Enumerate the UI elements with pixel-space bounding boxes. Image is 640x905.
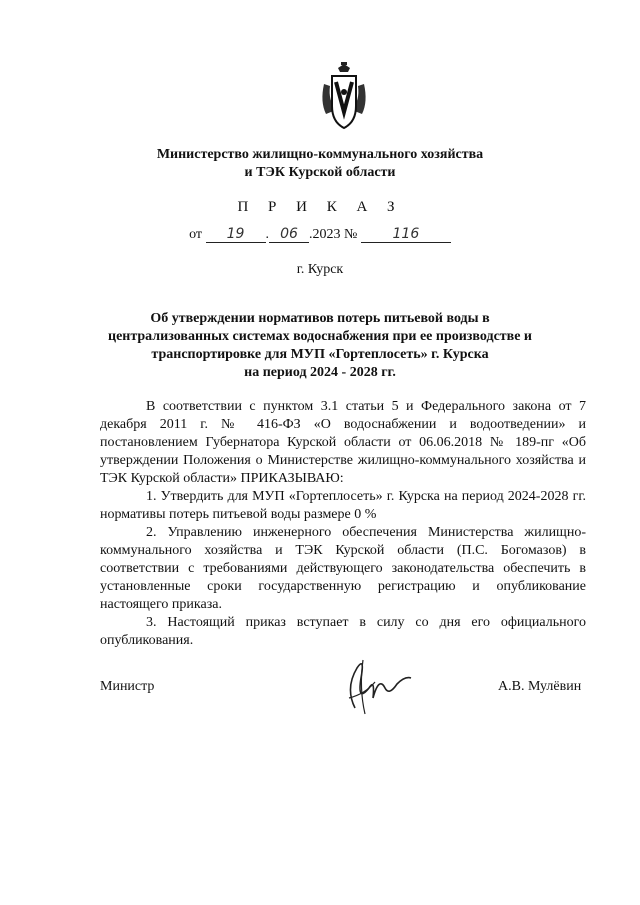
document-number-handwritten: 116: [361, 226, 451, 243]
order-item-1: 1. Утвердить для МУП «Гортеплосеть» г. Курска на период 2024-2028 гг. нормативы потерь питьевой воды размере 0 %: [100, 489, 586, 522]
date-year: .2023 №: [309, 227, 358, 242]
signatory-name: А.В. Мулёвин: [498, 679, 582, 694]
document-title: [0, 310, 640, 382]
date-prefix: от: [189, 227, 203, 242]
date-number-row: от 19 . 06 .2023 № 116: [0, 226, 640, 243]
title-line-4: на период 2024 - 2028 гг.: [244, 365, 396, 380]
handwritten-signature-icon: [335, 648, 415, 718]
signatory-position: Министр: [100, 679, 155, 694]
ministry-line-2: и ТЭК Курской области: [244, 165, 396, 180]
coat-of-arms-icon: [318, 62, 370, 132]
order-item-2: 2. Управлению инженерного обеспечения Министерства жилищно-коммунального хозяйства и ТЭК Курской области (П.С. Богомазов) в соответствии с требованиями действующего законодательства обеспечить в установленные сроки государственную регистрацию и опубликование настоящего приказа.: [100, 525, 586, 612]
order-item-3: 3. Настоящий приказ вступает в силу со дня его официального опубликования.: [100, 615, 586, 648]
intro-paragraph: В соответствии с пунктом 3.1 статьи 5 и Федерального закона от 7 декабря 2011 г. № 416-ФЗ «О водоснабжении и водоотведении» и постановлением Губернатора Курской области от 06.06.2018 № 189-пг «Об утверждении Положения о Министерстве жилищно-коммунального хозяйства и ТЭК Курской области» ПРИКАЗЫВАЮ:: [100, 399, 586, 486]
document-body: [100, 398, 586, 650]
date-month-handwritten: 06: [269, 226, 309, 243]
date-day-handwritten: 19: [206, 226, 266, 243]
title-line-2: централизованных системах водоснабжения при ее производстве и: [108, 329, 532, 344]
ministry-line-1: Министерство жилищно-коммунального хозяйства: [156, 147, 484, 162]
ministry-name: [0, 146, 640, 182]
title-line-3: транспортировке для МУП «Гортеплосеть» г. Курска: [151, 347, 489, 362]
title-line-1: Об утверждении нормативов потерь питьевой воды в: [150, 311, 490, 326]
document-type: П Р И К А З: [237, 199, 403, 215]
city: г. Курск: [296, 262, 344, 277]
